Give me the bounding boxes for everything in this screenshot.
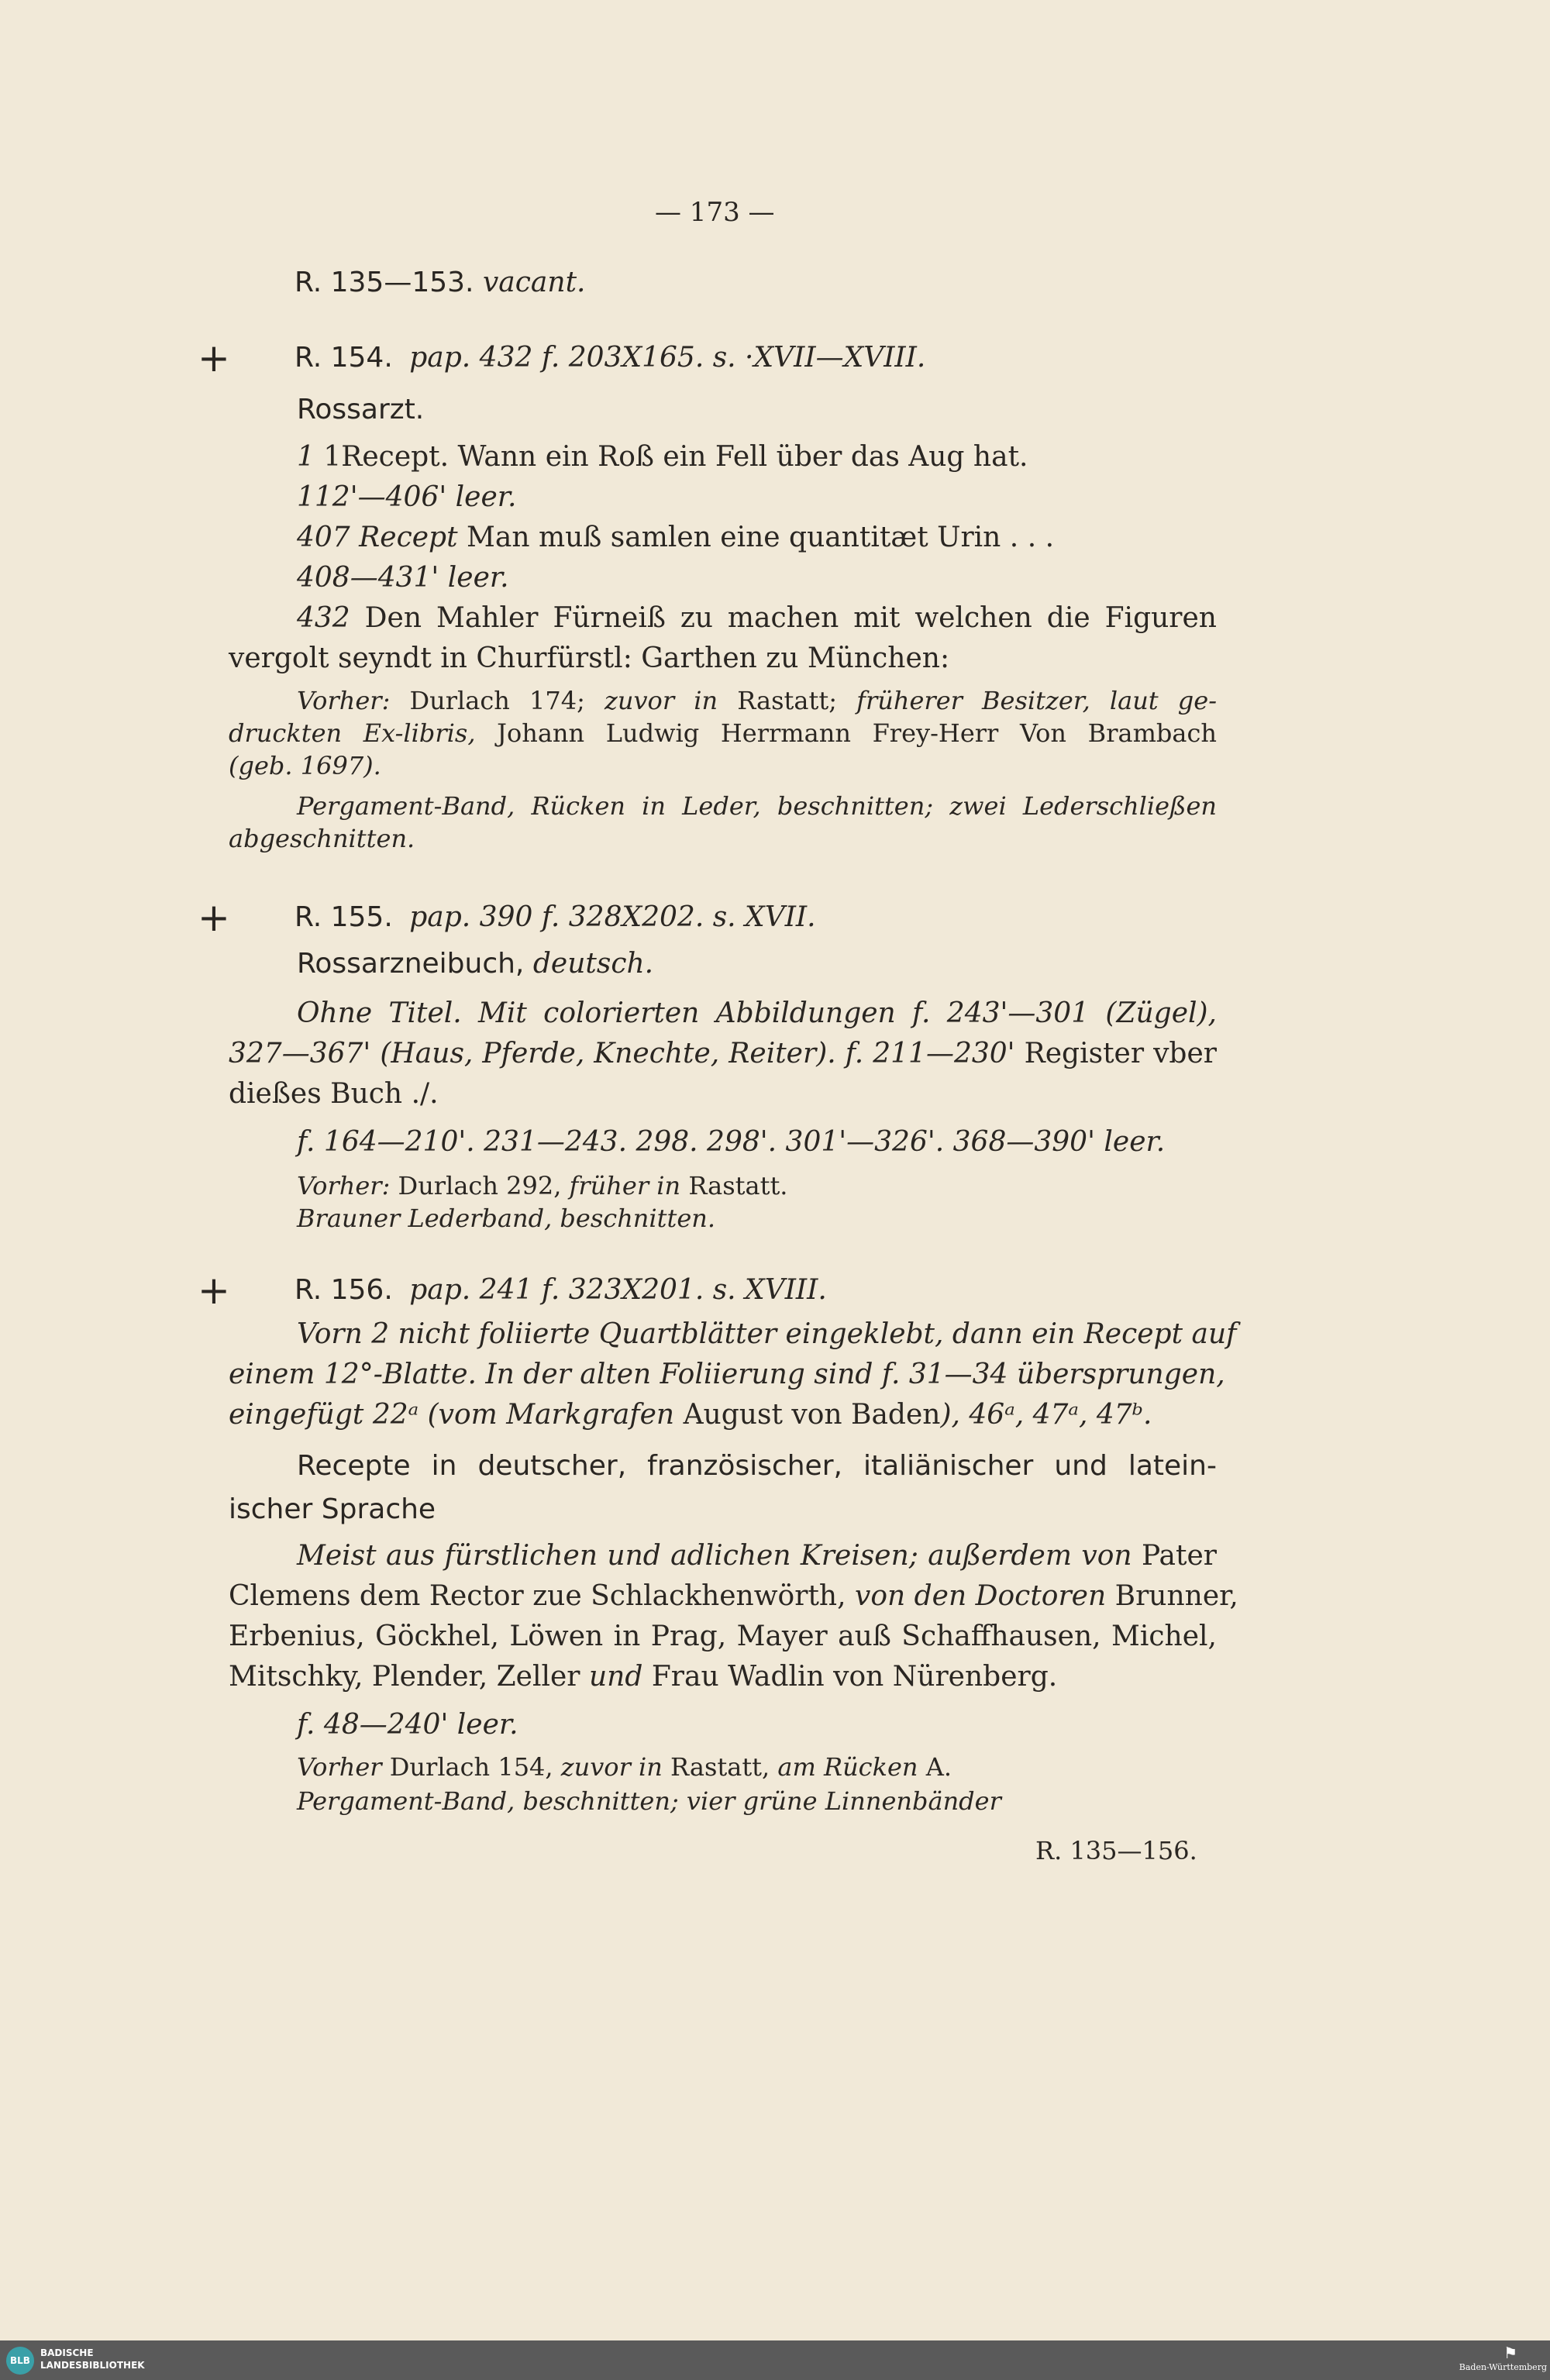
- library-name-line: LANDESBIBLIOTHEK: [40, 2360, 145, 2371]
- text-content: Brunner,: [1114, 1580, 1238, 1612]
- text-content: August von Baden: [683, 1399, 941, 1431]
- text-content: von den Doctoren: [855, 1580, 1107, 1612]
- provenance-label: zuvor in: [604, 686, 718, 715]
- text-line: [297, 440, 1028, 474]
- region-label: Baden-Württemberg: [1459, 2362, 1547, 2372]
- entry-status: vacant.: [482, 267, 586, 298]
- entry-sigle: R. 154.: [294, 342, 393, 374]
- text-line: Ohne Titel. Mit colorierten Abbildungen f. 243'—301 (Zügel),: [297, 997, 1217, 1029]
- binding-line: Pergament-Band, Rücken in Leder, beschnitten; zwei Lederschließen: [297, 791, 1217, 821]
- text-content: Den Mahler Fürneiß zu machen mit welchen die Figuren: [364, 602, 1217, 634]
- provenance-label: Vorher: [297, 1752, 382, 1782]
- text-content: eingefügt 22ᵃ (vom Markgrafen: [229, 1399, 675, 1431]
- entry-sigle: R. 156.: [294, 1274, 393, 1306]
- text-line: [297, 521, 1054, 555]
- text-line: vergolt seyndt in Churfürstl: Garthen zu München:: [229, 642, 950, 674]
- text-content: Man muß samlen eine quantitæt Urin . . .: [467, 522, 1055, 553]
- entry-sigle: R. 135—153.: [294, 267, 474, 298]
- entry-sigle: R. 155.: [294, 901, 393, 933]
- text-line: [297, 1539, 1217, 1573]
- text-line: einem 12°-Blatte. In der alten Foliierung sind f. 31—34 übersprungen,: [229, 1359, 1225, 1390]
- folio-reference: 407 Recept: [297, 522, 458, 553]
- text-content: 327—367' (Haus, Pferde, Knechte, Reiter). f. 211—230': [229, 1038, 1015, 1069]
- range-footer: R. 135—156.: [1035, 1836, 1197, 1865]
- text-line: f. 164—210'. 231—243. 298. 298'. 301'—326'. 368—390' leer.: [297, 1126, 1166, 1158]
- text-content: ), 46ᵃ, 47ᵃ, 47ᵇ.: [940, 1399, 1152, 1431]
- entry-title: [297, 947, 653, 981]
- text-content: 1Recept. Wann ein Roß ein Fell über das Aug hat.: [323, 441, 1028, 473]
- library-name-line: BADISCHE: [40, 2347, 94, 2358]
- entry-description: pap. 241 f. 323X201. s. XVIII.: [409, 1274, 827, 1306]
- blb-logo-icon: BLB: [6, 2347, 34, 2375]
- library-footer-bar: [0, 2340, 1550, 2380]
- provenance-label: am Rücken: [777, 1752, 918, 1782]
- state-emblem-icon: ⚑: [1504, 2344, 1517, 2362]
- provenance-label: druckten Ex-libris,: [229, 718, 476, 748]
- entry-description: pap. 390 f. 328X202. s. XVII.: [409, 901, 816, 933]
- text-line: [229, 1398, 1152, 1432]
- text-content: Mitschky, Plender, Zeller: [229, 1661, 580, 1693]
- text-line: 408—431' leer.: [297, 562, 509, 594]
- provenance-label: Vorher:: [297, 1171, 391, 1200]
- provenance-value: Rastatt;: [737, 686, 837, 715]
- provenance-value: Durlach 292,: [398, 1171, 562, 1200]
- entry-r154-header: [294, 341, 925, 375]
- provenance-value: Durlach 154,: [389, 1752, 553, 1782]
- text-line: [229, 1037, 1217, 1071]
- binding-line: Brauner Lederband, beschnitten.: [297, 1204, 716, 1233]
- provenance-label: früher in: [569, 1171, 681, 1200]
- provenance-value: Johann Ludwig Herrmann Frey-Herr Von Brambach: [497, 718, 1217, 748]
- binding-line: Pergament-Band, beschnitten; vier grüne Linnenbänder: [297, 1786, 1001, 1816]
- entry-title: Recepte in deutscher, französischer, italiänischer und latein-: [297, 1450, 1217, 1482]
- text-line: Erbenius, Göckhel, Löwen in Prag, Mayer auß Schaffhausen, Michel,: [229, 1621, 1217, 1652]
- text-line: [229, 1660, 1057, 1694]
- provenance-label: zuvor in: [560, 1752, 663, 1782]
- provenance-line: [229, 716, 1217, 750]
- text-line: f. 48—240' leer.: [297, 1709, 518, 1741]
- entry-marker: +: [198, 1268, 230, 1313]
- text-line: [297, 601, 1217, 635]
- folio-number: 1: [297, 441, 315, 473]
- provenance-line: [297, 684, 1217, 718]
- entry-title: ischer Sprache: [229, 1493, 436, 1525]
- page-number: — 173 —: [655, 197, 775, 228]
- text-content: Pater: [1141, 1540, 1217, 1572]
- text-line: Vorn 2 nicht foliierte Quartblätter eingeklebt, dann ein Recept auf: [297, 1318, 1237, 1350]
- text-line: 112'—406' leer.: [297, 481, 517, 513]
- provenance-value: A.: [925, 1752, 952, 1782]
- text-line: [229, 1579, 1238, 1614]
- text-content: Frau Wadlin von Nürenberg.: [651, 1661, 1058, 1693]
- text-content: Meist aus fürstlichen und adlichen Kreisen; außerdem von: [297, 1540, 1132, 1572]
- text-line: dießes Buch ./.: [229, 1078, 439, 1110]
- text-content: und: [588, 1661, 643, 1693]
- entry-title: Rossarzt.: [297, 394, 425, 425]
- text-content: Clemens dem Rector zue Schlackhenwörth,: [229, 1580, 846, 1612]
- provenance-value: Durlach 174;: [409, 686, 585, 715]
- provenance-line: [297, 1169, 787, 1203]
- library-name: [40, 2347, 145, 2371]
- provenance-line: [297, 1750, 952, 1784]
- text-content: Register vber: [1024, 1038, 1217, 1069]
- provenance-value: Rastatt.: [688, 1171, 788, 1200]
- entry-r135: [294, 266, 585, 300]
- provenance-line: (geb. 1697).: [229, 751, 381, 780]
- title-language: deutsch.: [532, 948, 654, 980]
- entry-marker: +: [198, 895, 230, 940]
- provenance-label: Vorher:: [297, 686, 391, 715]
- entry-r156-header: [294, 1273, 827, 1307]
- provenance-label: früherer Besitzer, laut ge-: [856, 686, 1218, 715]
- provenance-value: Rastatt,: [670, 1752, 770, 1782]
- entry-r155-header: [294, 901, 816, 935]
- entry-description: pap. 432 f. 203X165. s. ·XVII—XVIII.: [409, 342, 926, 374]
- folio-number: 432: [297, 602, 350, 634]
- binding-line: abgeschnitten.: [229, 824, 415, 853]
- title-text: Rossarzneibuch,: [297, 948, 525, 980]
- entry-marker: +: [198, 336, 230, 381]
